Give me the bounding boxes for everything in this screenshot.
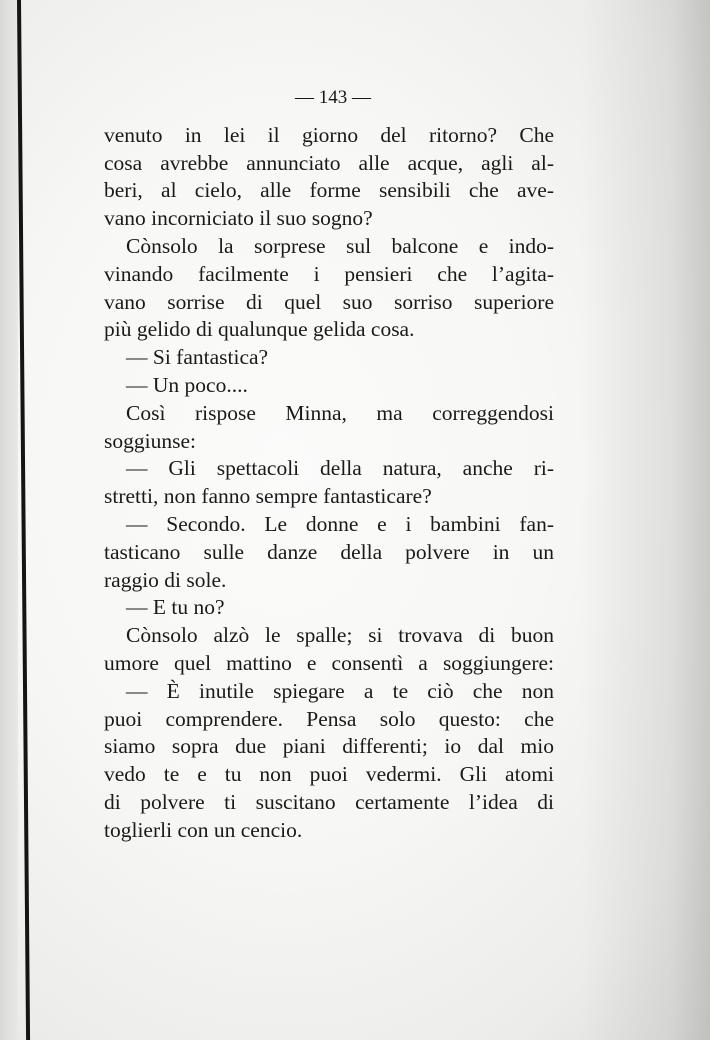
text-line: soggiunse: (104, 428, 196, 453)
text-line: raggio di sole. (104, 567, 227, 592)
text-line: — È inutile spiegare a te ciò che non (126, 678, 554, 703)
text-line: — Gli spettacoli della natura, anche ri- (126, 456, 554, 481)
binding-line (17, 0, 30, 1040)
text-line: stretti, non fanno sempre fantasticare? (104, 484, 432, 509)
text-line: vedo te e tu non puoi vedermi. Gli atomi (104, 762, 554, 787)
text-line: di polvere ti suscitano certamente l’idea di (104, 789, 554, 814)
page-edge (0, 0, 18, 1040)
text-line: Cònsolo alzò le spalle; si trovava di buon (126, 623, 554, 648)
text-line: siamo sopra due piani differenti; io dal mio (104, 734, 554, 759)
page-text (104, 84, 554, 845)
page-number: — 143 — (295, 87, 371, 108)
text-line: cosa avrebbe annunciato alle acque, agli al- (104, 150, 554, 175)
text-line: puoi comprendere. Pensa solo questo: che (104, 706, 554, 731)
text-line: Così rispose Minna, ma correggendosi (126, 400, 554, 425)
text-line: vano incorniciato il suo sogno? (104, 206, 373, 231)
text-line: tasticano sulle danze della polvere in un (104, 539, 554, 564)
body-text (104, 122, 554, 845)
text-line: toglierli con un cencio. (104, 817, 303, 842)
text-line: venuto in lei il giorno del ritorno? Che (104, 122, 554, 147)
text-line: vinando facilmente i pensieri che l’agita- (104, 261, 554, 286)
text-line: beri, al cielo, alle forme sensibili che ave- (104, 178, 554, 203)
text-line: — Un poco.... (126, 372, 248, 397)
text-line: Cònsolo la sorprese sul balcone e indo- (126, 233, 554, 258)
page-shadow (580, 0, 710, 1040)
text-line: — Secondo. Le donne e i bambini fan- (126, 511, 554, 536)
text-line: vano sorrise di quel suo sorriso superiore (104, 289, 554, 314)
text-line: — E tu no? (126, 595, 225, 620)
text-line: — Si fantastica? (126, 345, 269, 370)
text-line: umore quel mattino e consentì a soggiungere: (104, 650, 554, 675)
text-line: più gelido di qualunque gelida cosa. (104, 317, 415, 342)
